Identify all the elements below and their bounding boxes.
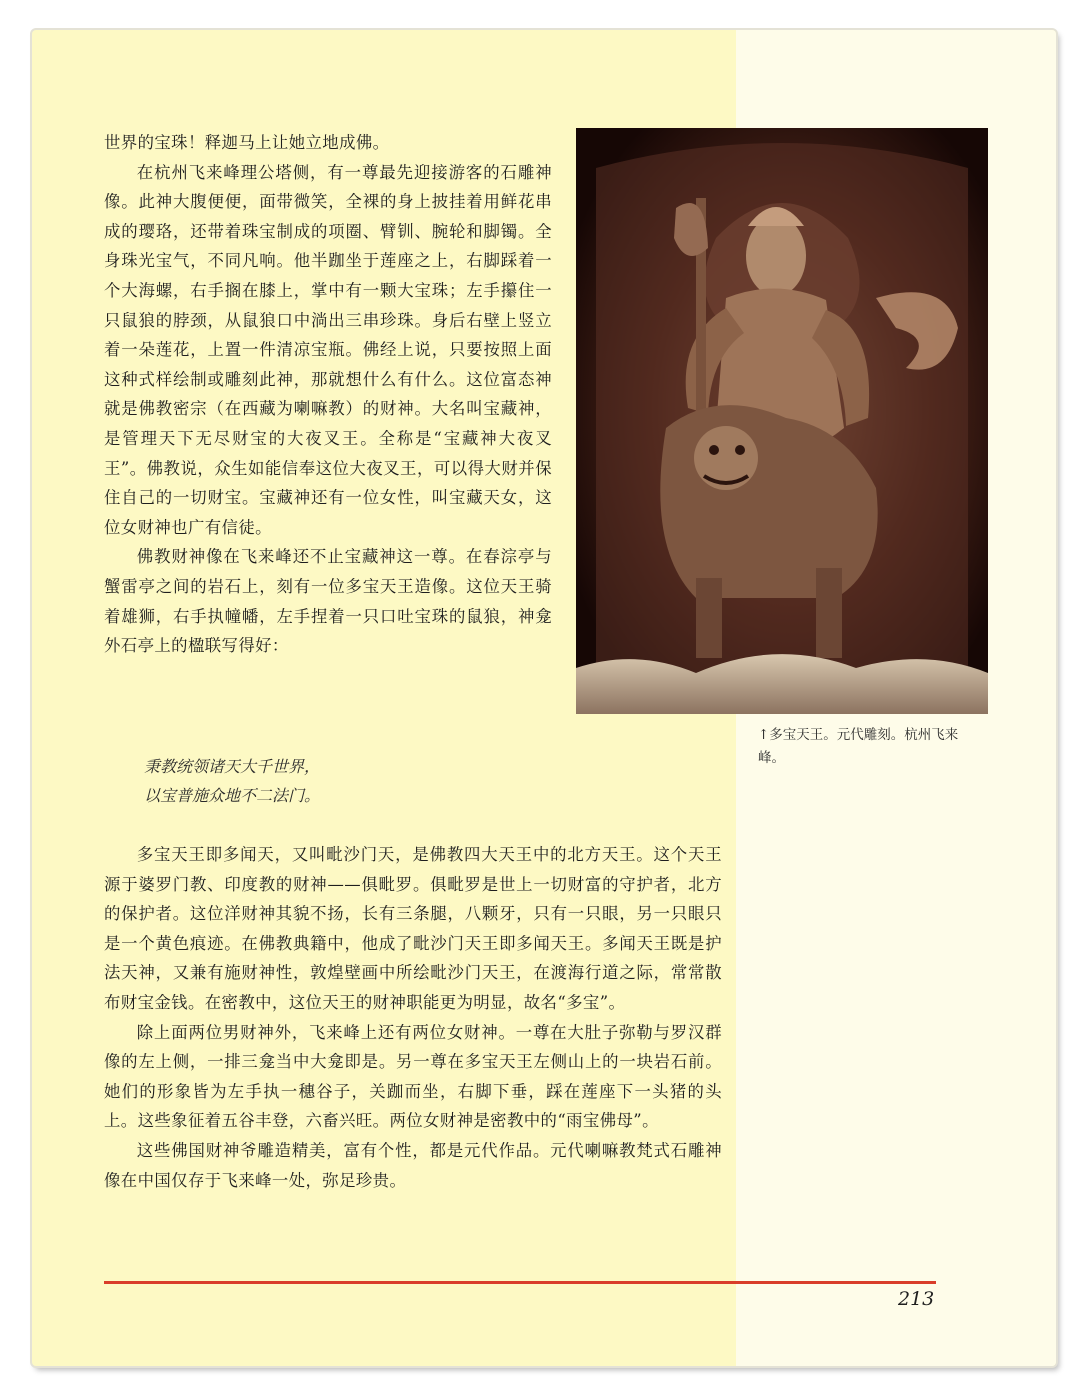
statue-illustration	[576, 128, 988, 714]
figure-caption: ↑多宝天王。元代雕刻。杭州飞来峰。	[758, 727, 959, 766]
text-column-top	[104, 128, 552, 661]
couplet	[144, 752, 320, 810]
couplet-line-2: 以宝普施众地不二法门。	[144, 786, 321, 805]
statue-photo	[576, 128, 988, 714]
page-number: 213	[898, 1288, 935, 1310]
paragraph-treasure-god: 在杭州飞来峰理公塔侧，有一尊最先迎接游客的石雕神像。此神大腹便便，面带微笑，全裸的身上披挂着用鲜花串成的璎珞，还带着珠宝制成的项圈、臂钏、腕轮和脚镯。全身珠光宝气，不同凡响。他半跏坐于莲座之上，右脚踩着一个大海螺，右手搁在膝上，掌中有一颗大宝珠；左手攥住一只鼠狼的脖颈，从鼠狼口中淌出三串珍珠。身后右壁上竖立着一朵莲花，上置一件清凉宝瓶。佛经上说，只要按照上面这种式样绘制或雕刻此神，那就想什么有什么。这位富态神就是佛教密宗（在西藏为喇嘛教）的财神。大名叫宝藏神，是管理天下无尽财宝的大夜叉王。全称是“宝藏神大夜叉王”。佛教说，众生如能信奉这位大夜叉王，可以得大财并保住自己的一切财宝。宝藏神还有一位女性，叫宝藏天女，这位女财神也广有信徒。	[104, 162, 552, 537]
footer-rule	[104, 1281, 936, 1284]
paragraph-continuation: 世界的宝珠！释迦马上让她立地成佛。	[104, 133, 390, 152]
text-column-bottom	[104, 840, 722, 1195]
paragraph-vaisravana: 多宝天王即多闻天，又叫毗沙门天，是佛教四大天王中的北方天王。这个天王源于婆罗门教、印度教的财神——俱毗罗。俱毗罗是世上一切财富的守护者，北方的保护者。这位洋财神其貌不扬，长有三条腿，八颗牙，只有一只眼，另一只眼只是一个黄色痕迹。在佛教典籍中，他成了毗沙门天王即多闻天王。多闻天王既是护法天神，又兼有施财神性，敦煌壁画中所绘毗沙门天王，在渡海行道之际，常常散布财宝金钱。在密教中，这位天王的财神职能更为明显，故名“多宝”。	[104, 845, 722, 1012]
page	[32, 30, 1056, 1366]
paragraph-conclusion: 这些佛国财神爷雕造精美，富有个性，都是元代作品。元代喇嘛教梵式石雕神像在中国仅存于飞来峰一处，弥足珍贵。	[104, 1140, 722, 1190]
paragraph-female-gods: 除上面两位男财神外，飞来峰上还有两位女财神。一尊在大肚子弥勒与罗汉群像的左上侧，一排三龛当中大龛即是。另一尊在多宝天王左侧山上的一块岩石前。她们的形象皆为左手执一穗谷子，关跏而坐，右脚下垂，踩在莲座下一头猪的头上。这些象征着五谷丰登，六畜兴旺。两位女财神是密教中的“雨宝佛母”。	[104, 1022, 722, 1131]
couplet-line-1: 秉教统领诸天大千世界，	[144, 757, 321, 776]
paragraph-duobao-intro: 佛教财神像在飞来峰还不止宝藏神这一尊。在春淙亭与蟹雷亭之间的岩石上，刻有一位多宝天王造像。这位天王骑着雄狮，右手执幢幡，左手捏着一只口吐宝珠的鼠狼，神龛外石亭上的楹联写得好：	[104, 547, 552, 656]
